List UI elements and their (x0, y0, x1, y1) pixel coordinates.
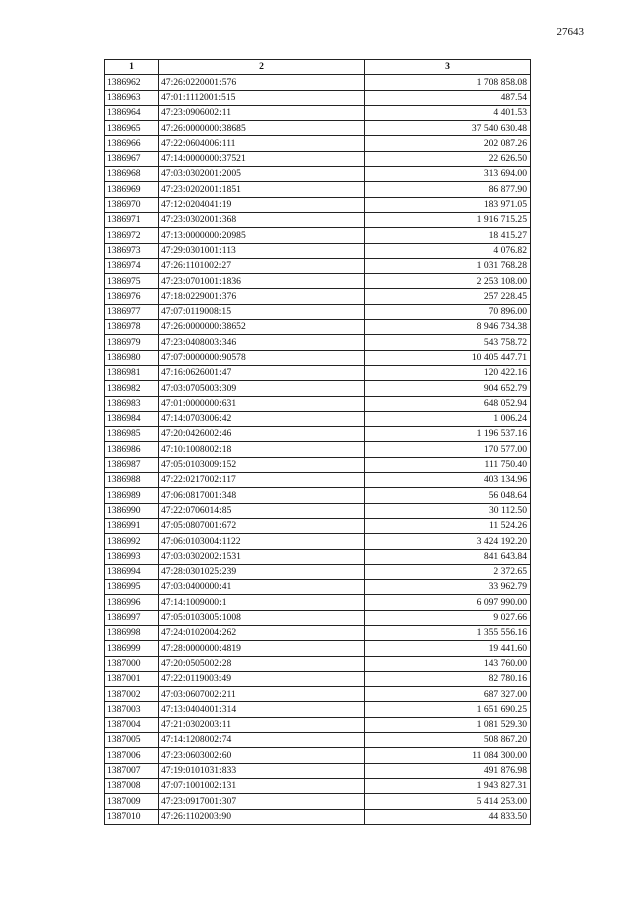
row-number-cell: 1386997 (105, 610, 159, 625)
row-number-cell: 1387010 (105, 809, 159, 824)
cadastral-number-cell: 47:05:0103009:152 (159, 457, 365, 472)
row-number-cell: 1386994 (105, 564, 159, 579)
row-number-cell: 1387003 (105, 702, 159, 717)
table-row (105, 687, 531, 702)
row-number-cell: 1386984 (105, 411, 159, 426)
value-cell: 313 694.00 (365, 167, 531, 182)
value-cell: 22 626.50 (365, 151, 531, 166)
row-number-cell: 1386991 (105, 518, 159, 533)
cadastral-number-cell: 47:22:0217002:117 (159, 473, 365, 488)
value-cell: 44 833.50 (365, 809, 531, 824)
cadastral-number-cell: 47:05:0807001:672 (159, 518, 365, 533)
row-number-cell: 1386974 (105, 258, 159, 273)
table-row (105, 748, 531, 763)
value-cell: 19 441.60 (365, 641, 531, 656)
table-row (105, 641, 531, 656)
table-row (105, 228, 531, 243)
cadastral-number-cell: 47:20:0505002:28 (159, 656, 365, 671)
table-row (105, 778, 531, 793)
cadastral-number-cell: 47:14:1208002:74 (159, 733, 365, 748)
table-body (105, 75, 531, 825)
row-number-cell: 1387004 (105, 717, 159, 732)
row-number-cell: 1387001 (105, 671, 159, 686)
table-row (105, 396, 531, 411)
cadastral-number-cell: 47:03:0607002:211 (159, 687, 365, 702)
cadastral-number-cell: 47:01:1112001:515 (159, 90, 365, 105)
table-row (105, 289, 531, 304)
value-cell: 1 006.24 (365, 411, 531, 426)
table-row (105, 167, 531, 182)
cadastral-number-cell: 47:26:1101002:27 (159, 258, 365, 273)
row-number-cell: 1386964 (105, 105, 159, 120)
cadastral-number-cell: 47:22:0604006:111 (159, 136, 365, 151)
table-row (105, 197, 531, 212)
row-number-cell: 1386986 (105, 442, 159, 457)
value-cell: 11 084 300.00 (365, 748, 531, 763)
value-cell: 543 758.72 (365, 335, 531, 350)
row-number-cell: 1386968 (105, 167, 159, 182)
row-number-cell: 1386962 (105, 75, 159, 90)
column-header-3: 3 (365, 60, 531, 75)
cadastral-number-cell: 47:26:0000000:38652 (159, 320, 365, 335)
cadastral-number-cell: 47:22:0706014:85 (159, 503, 365, 518)
value-cell: 111 750.40 (365, 457, 531, 472)
table-row (105, 121, 531, 136)
table-row (105, 763, 531, 778)
cadastral-number-cell: 47:14:1009000:1 (159, 595, 365, 610)
table-row (105, 794, 531, 809)
row-number-cell: 1386966 (105, 136, 159, 151)
table-row (105, 381, 531, 396)
table-row (105, 733, 531, 748)
table-row (105, 595, 531, 610)
value-cell: 1 916 715.25 (365, 212, 531, 227)
column-header-1: 1 (105, 60, 159, 75)
cadastral-number-cell: 47:07:0000000:90578 (159, 350, 365, 365)
row-number-cell: 1386967 (105, 151, 159, 166)
value-cell: 37 540 630.48 (365, 121, 531, 136)
row-number-cell: 1387008 (105, 778, 159, 793)
value-cell: 403 134.96 (365, 473, 531, 488)
value-cell: 4 401.53 (365, 105, 531, 120)
row-number-cell: 1386969 (105, 182, 159, 197)
cadastral-number-cell: 47:18:0229001:376 (159, 289, 365, 304)
table-row (105, 105, 531, 120)
value-cell: 487.54 (365, 90, 531, 105)
table-row (105, 656, 531, 671)
value-cell: 1 196 537.16 (365, 427, 531, 442)
row-number-cell: 1386996 (105, 595, 159, 610)
table-row (105, 75, 531, 90)
value-cell: 1 943 827.31 (365, 778, 531, 793)
cadastral-number-cell: 47:06:0817001:348 (159, 488, 365, 503)
table-row (105, 274, 531, 289)
cadastral-number-cell: 47:01:0000000:631 (159, 396, 365, 411)
cadastral-number-cell: 47:24:0102004:262 (159, 625, 365, 640)
data-table (104, 59, 531, 825)
cadastral-number-cell: 47:22:0119003:49 (159, 671, 365, 686)
row-number-cell: 1387005 (105, 733, 159, 748)
table-row (105, 320, 531, 335)
row-number-cell: 1386992 (105, 534, 159, 549)
table-row (105, 549, 531, 564)
value-cell: 1 355 556.16 (365, 625, 531, 640)
value-cell: 1 651 690.25 (365, 702, 531, 717)
value-cell: 56 048.64 (365, 488, 531, 503)
table-row (105, 258, 531, 273)
row-number-cell: 1386995 (105, 580, 159, 595)
page-number: 27643 (556, 26, 584, 38)
value-cell: 33 962.79 (365, 580, 531, 595)
cadastral-number-cell: 47:21:0302003:11 (159, 717, 365, 732)
table-row (105, 90, 531, 105)
cadastral-number-cell: 47:05:0103005:1008 (159, 610, 365, 625)
table-row (105, 335, 531, 350)
table-row (105, 442, 531, 457)
value-cell: 2 372.65 (365, 564, 531, 579)
value-cell: 143 760.00 (365, 656, 531, 671)
value-cell: 904 652.79 (365, 381, 531, 396)
cadastral-number-cell: 47:03:0705003:309 (159, 381, 365, 396)
cadastral-number-cell: 47:29:0301001:113 (159, 243, 365, 258)
row-number-cell: 1386998 (105, 625, 159, 640)
table-row (105, 136, 531, 151)
row-number-cell: 1386982 (105, 381, 159, 396)
cadastral-number-cell: 47:12:0204041:19 (159, 197, 365, 212)
cadastral-number-cell: 47:23:0906002:11 (159, 105, 365, 120)
cadastral-number-cell: 47:28:0000000:4819 (159, 641, 365, 656)
cadastral-number-cell: 47:23:0408003:346 (159, 335, 365, 350)
row-number-cell: 1386999 (105, 641, 159, 656)
table-row (105, 350, 531, 365)
cadastral-number-cell: 47:07:0119008:15 (159, 304, 365, 319)
table-row (105, 534, 531, 549)
cadastral-number-cell: 47:23:0917001:307 (159, 794, 365, 809)
row-number-cell: 1386985 (105, 427, 159, 442)
row-number-cell: 1386977 (105, 304, 159, 319)
value-cell: 9 027.66 (365, 610, 531, 625)
value-cell: 4 076.82 (365, 243, 531, 258)
value-cell: 18 415.27 (365, 228, 531, 243)
row-number-cell: 1386965 (105, 121, 159, 136)
table-row (105, 243, 531, 258)
cadastral-number-cell: 47:26:0000000:38685 (159, 121, 365, 136)
table-row (105, 473, 531, 488)
table-row (105, 564, 531, 579)
cadastral-number-cell: 47:23:0701001:1836 (159, 274, 365, 289)
row-number-cell: 1386978 (105, 320, 159, 335)
table-row (105, 610, 531, 625)
table-row (105, 182, 531, 197)
value-cell: 6 097 990.00 (365, 595, 531, 610)
table-row (105, 212, 531, 227)
row-number-cell: 1386983 (105, 396, 159, 411)
value-cell: 1 031 768.28 (365, 258, 531, 273)
table-row (105, 411, 531, 426)
row-number-cell: 1386981 (105, 365, 159, 380)
row-number-cell: 1386971 (105, 212, 159, 227)
value-cell: 86 877.90 (365, 182, 531, 197)
row-number-cell: 1386979 (105, 335, 159, 350)
value-cell: 5 414 253.00 (365, 794, 531, 809)
row-number-cell: 1387007 (105, 763, 159, 778)
row-number-cell: 1386970 (105, 197, 159, 212)
value-cell: 82 780.16 (365, 671, 531, 686)
cadastral-number-cell: 47:03:0400000:41 (159, 580, 365, 595)
table-row (105, 671, 531, 686)
value-cell: 1 081 529.30 (365, 717, 531, 732)
row-number-cell: 1386975 (105, 274, 159, 289)
value-cell: 648 052.94 (365, 396, 531, 411)
table-row (105, 427, 531, 442)
table-row (105, 365, 531, 380)
value-cell: 508 867.20 (365, 733, 531, 748)
row-number-cell: 1386973 (105, 243, 159, 258)
value-cell: 8 946 734.38 (365, 320, 531, 335)
value-cell: 257 228.45 (365, 289, 531, 304)
table-row (105, 151, 531, 166)
row-number-cell: 1386993 (105, 549, 159, 564)
cadastral-number-cell: 47:23:0302001:368 (159, 212, 365, 227)
cadastral-number-cell: 47:06:0103004:1122 (159, 534, 365, 549)
table-row (105, 503, 531, 518)
row-number-cell: 1386988 (105, 473, 159, 488)
row-number-cell: 1386987 (105, 457, 159, 472)
row-number-cell: 1387009 (105, 794, 159, 809)
cadastral-number-cell: 47:23:0202001:1851 (159, 182, 365, 197)
value-cell: 10 405 447.71 (365, 350, 531, 365)
value-cell: 30 112.50 (365, 503, 531, 518)
row-number-cell: 1387006 (105, 748, 159, 763)
cadastral-number-cell: 47:19:0101031:833 (159, 763, 365, 778)
cadastral-number-cell: 47:20:0426002:46 (159, 427, 365, 442)
cadastral-number-cell: 47:03:0302001:2005 (159, 167, 365, 182)
value-cell: 202 087.26 (365, 136, 531, 151)
value-cell: 2 253 108.00 (365, 274, 531, 289)
table-header-row (105, 60, 531, 75)
table-row (105, 518, 531, 533)
cadastral-number-cell: 47:07:1001002:131 (159, 778, 365, 793)
table-row (105, 488, 531, 503)
table-row (105, 702, 531, 717)
value-cell: 841 643.84 (365, 549, 531, 564)
value-cell: 3 424 192.20 (365, 534, 531, 549)
column-header-2: 2 (159, 60, 365, 75)
cadastral-number-cell: 47:13:0404001:314 (159, 702, 365, 717)
cadastral-number-cell: 47:03:0302002:1531 (159, 549, 365, 564)
value-cell: 11 524.26 (365, 518, 531, 533)
value-cell: 120 422.16 (365, 365, 531, 380)
cadastral-number-cell: 47:14:0000000:37521 (159, 151, 365, 166)
cadastral-number-cell: 47:23:0603002:60 (159, 748, 365, 763)
cadastral-number-cell: 47:26:1102003:90 (159, 809, 365, 824)
table-row (105, 717, 531, 732)
row-number-cell: 1386963 (105, 90, 159, 105)
row-number-cell: 1387000 (105, 656, 159, 671)
table-row (105, 457, 531, 472)
table-row (105, 304, 531, 319)
cadastral-number-cell: 47:26:0220001:576 (159, 75, 365, 90)
row-number-cell: 1386976 (105, 289, 159, 304)
table-row (105, 809, 531, 824)
value-cell: 70 896.00 (365, 304, 531, 319)
cadastral-number-cell: 47:16:0626001:47 (159, 365, 365, 380)
cadastral-number-cell: 47:14:0703006:42 (159, 411, 365, 426)
table-row (105, 580, 531, 595)
row-number-cell: 1387002 (105, 687, 159, 702)
cadastral-number-cell: 47:13:0000000:20985 (159, 228, 365, 243)
row-number-cell: 1386990 (105, 503, 159, 518)
value-cell: 170 577.00 (365, 442, 531, 457)
value-cell: 491 876.98 (365, 763, 531, 778)
value-cell: 183 971.05 (365, 197, 531, 212)
table-row (105, 625, 531, 640)
row-number-cell: 1386972 (105, 228, 159, 243)
value-cell: 687 327.00 (365, 687, 531, 702)
row-number-cell: 1386980 (105, 350, 159, 365)
cadastral-number-cell: 47:10:1008002:18 (159, 442, 365, 457)
cadastral-number-cell: 47:28:0301025:239 (159, 564, 365, 579)
row-number-cell: 1386989 (105, 488, 159, 503)
value-cell: 1 708 858.08 (365, 75, 531, 90)
